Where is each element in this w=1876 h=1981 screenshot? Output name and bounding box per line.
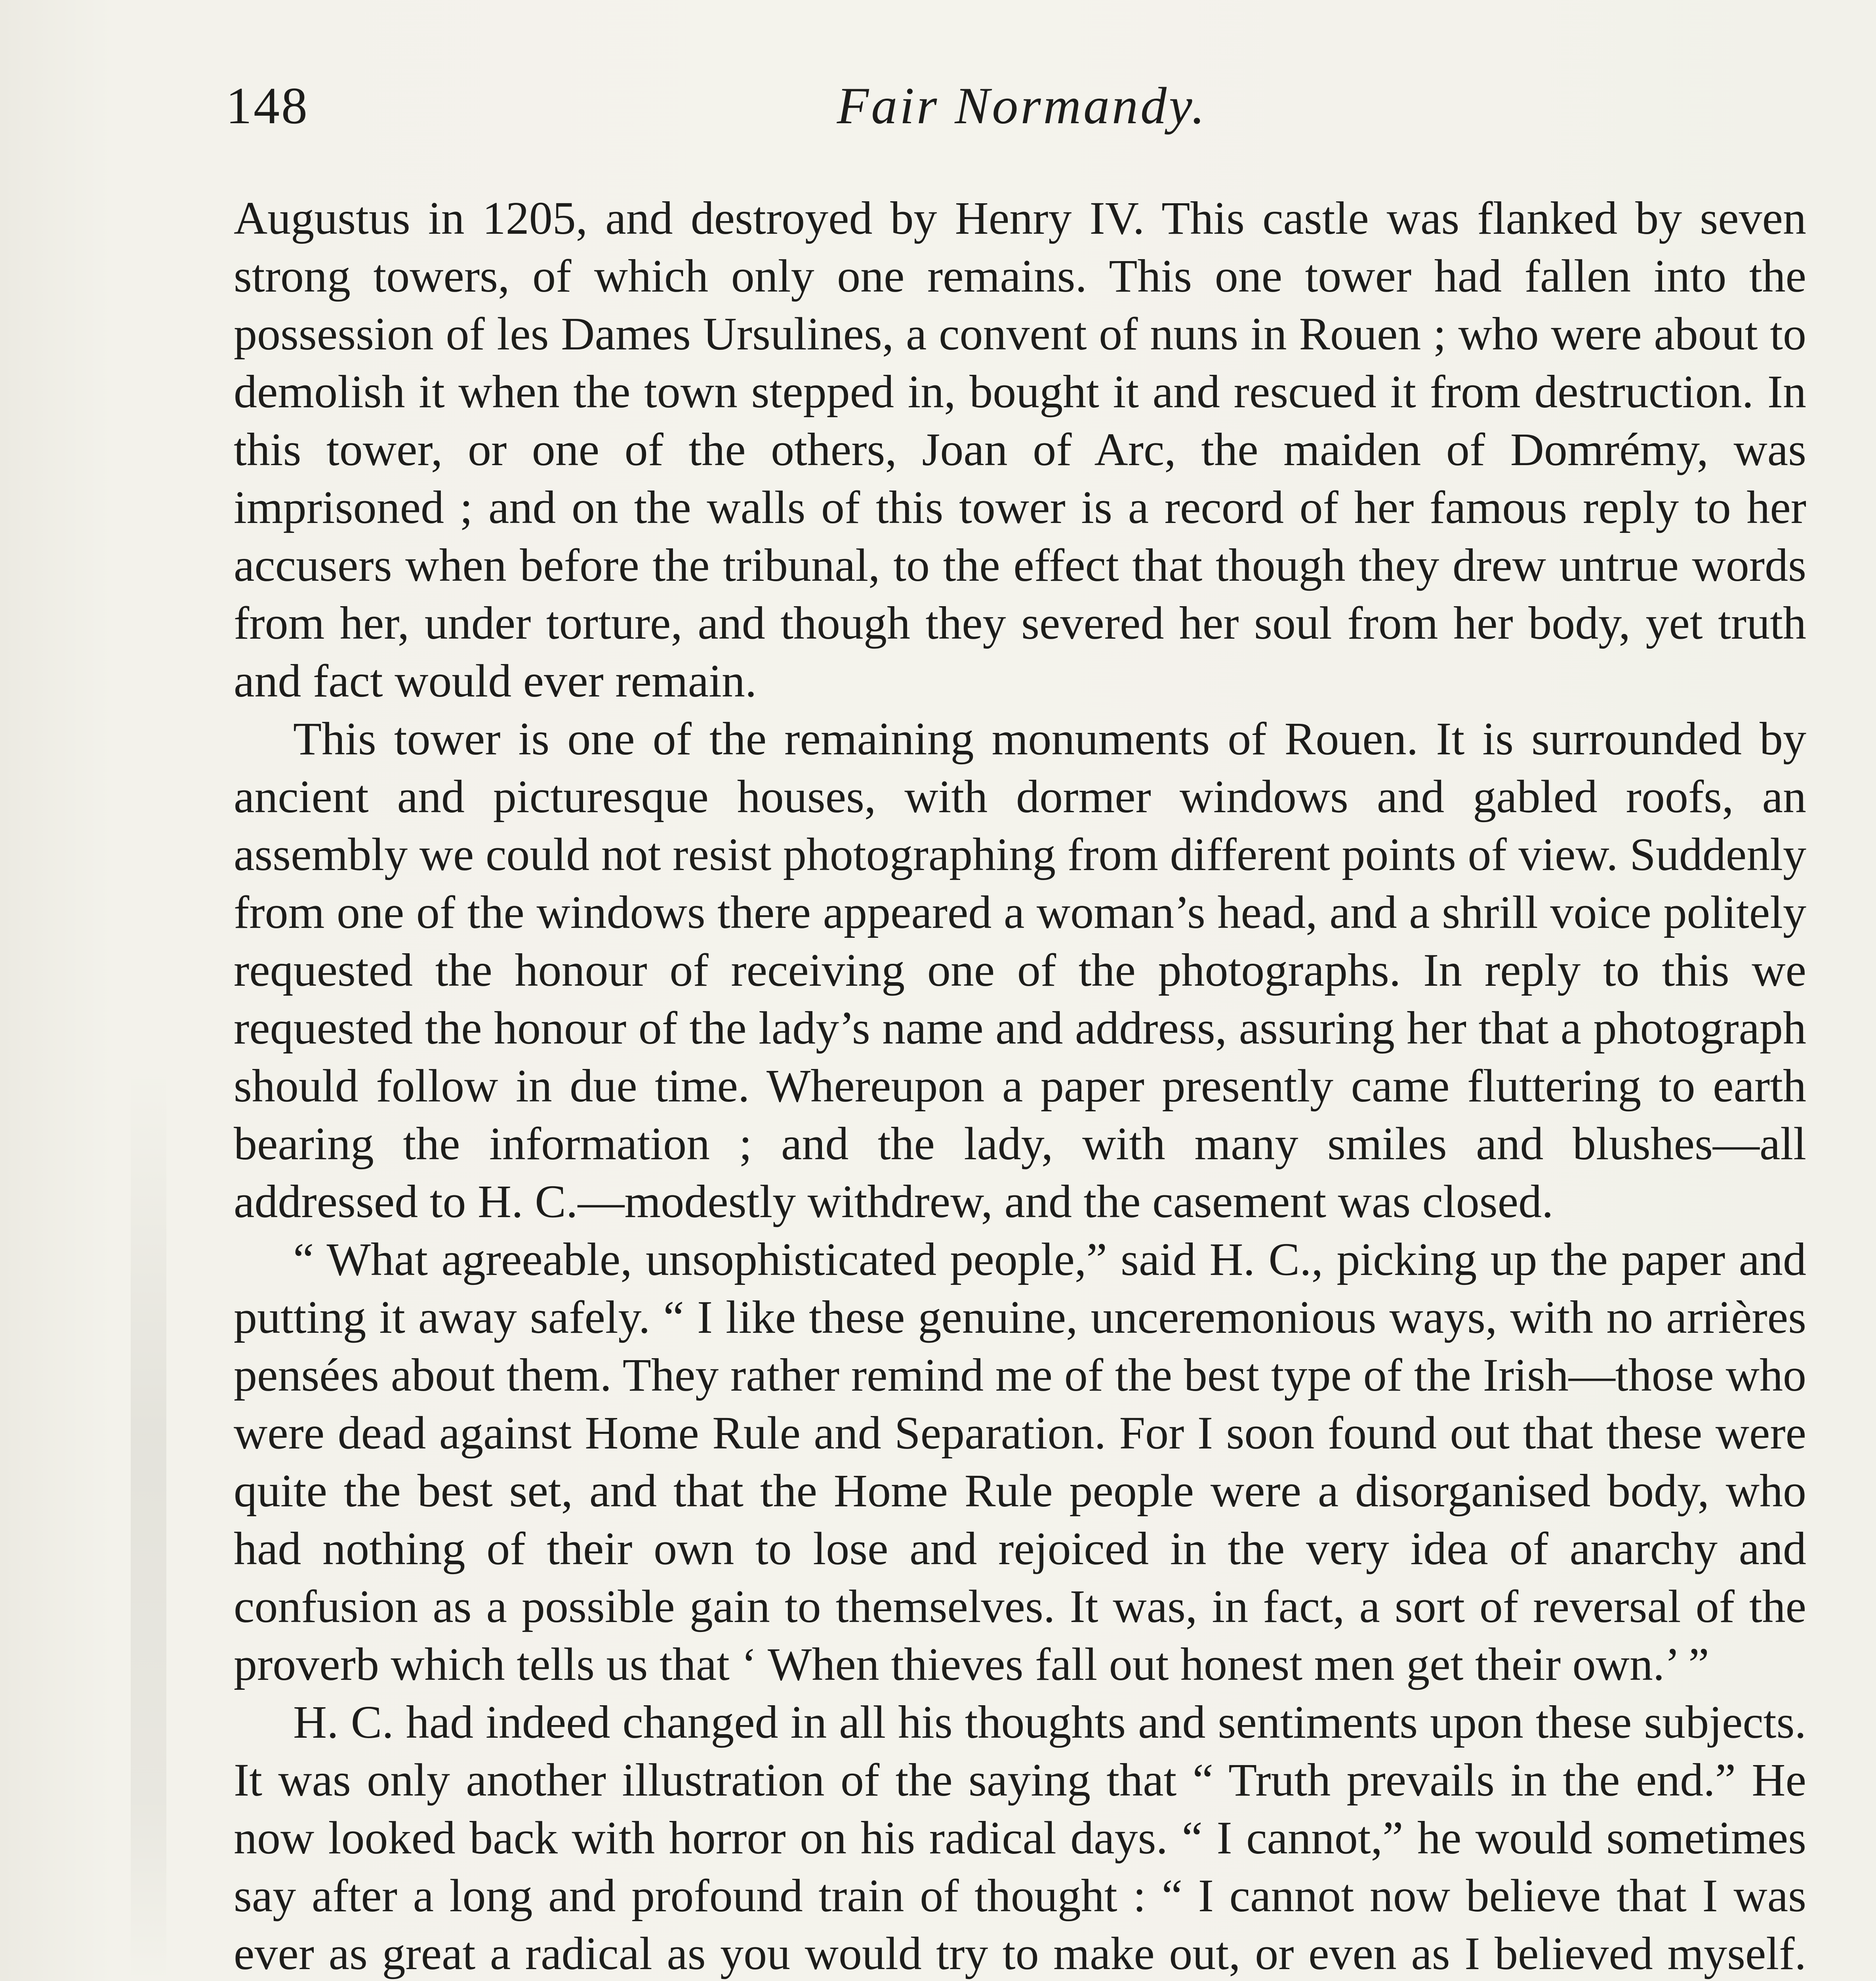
page-header: [226, 75, 1818, 143]
paragraph-continued: Augustus in 1205, and destroyed by Henry IV. This castle was flanked by seven strong towers, of which only one remains. This one tower had fallen into the possession of les Dames Ursulines, a convent of nuns in Rouen ; who were about to demolish it when the town stepped in, bought it and rescued it from destruction. In this tower, or one of the others, Joan of Arc, the maiden of Domrémy, was imprisoned ; and on the walls of this tower is a record of her famous reply to her accusers when before the tribunal, to the effect that though they drew untrue words from her, under torture, and though they severed her soul from her body, yet truth and fact would ever remain.: [234, 192, 1806, 707]
page-number: 148: [226, 76, 309, 135]
paragraph-radical-days: H. C. had indeed changed in all his thoughts and sentiments upon these subjects. It was only another illustration of the saying that “ Truth prevails in the end.” He now looked back with horror on his radical days. “ I cannot,” he would sometimes say after a long and profound train of thought : “ I cannot now believe that I was ever as great a radical as you would try to make out, or even as I believed myself.: [234, 1696, 1806, 1979]
show-through-shadow: [131, 1070, 166, 1981]
paragraph-quote-hc: “ What agreeable, unsophisticated people,” said H. C., picking up the paper and putting it away safely. “ I like these genuine, unceremonious ways, with no arrières pensées about them. They rather remind me of the best type of the Irish—those who were dead against Home Rule and Separation. For I soon found out that these were quite the best set, and that the Home Rule people were a disorganised body, who had nothing of their own to lose and rejoiced in the very idea of anarchy and confusion as a possible gain to themselves. It was, in fact, a sort of reversal of the proverb which tells us that ‘ When thieves fall out honest men get their own.’ ”: [234, 1233, 1806, 1690]
running-title: Fair Normandy.: [837, 76, 1207, 135]
paragraph-tower: This tower is one of the remaining monuments of Rouen. It is surrounded by ancient and picturesque houses, with dormer windows and gabled roofs, an assembly we could not resist photographing from different points of view. Suddenly from one of the windows there appeared a woman’s head, and a shrill voice politely requested the honour of receiving one of the photographs. In reply to this we requested the honour of the lady’s name and address, assuring her that a photograph should follow in due time. Whereupon a paper presently came fluttering to earth bearing the information ; and the lady, with many smiles and blushes—all addressed to H. C.—modestly withdrew, and the casement was closed.: [234, 713, 1806, 1227]
body-text: [234, 189, 1806, 1981]
